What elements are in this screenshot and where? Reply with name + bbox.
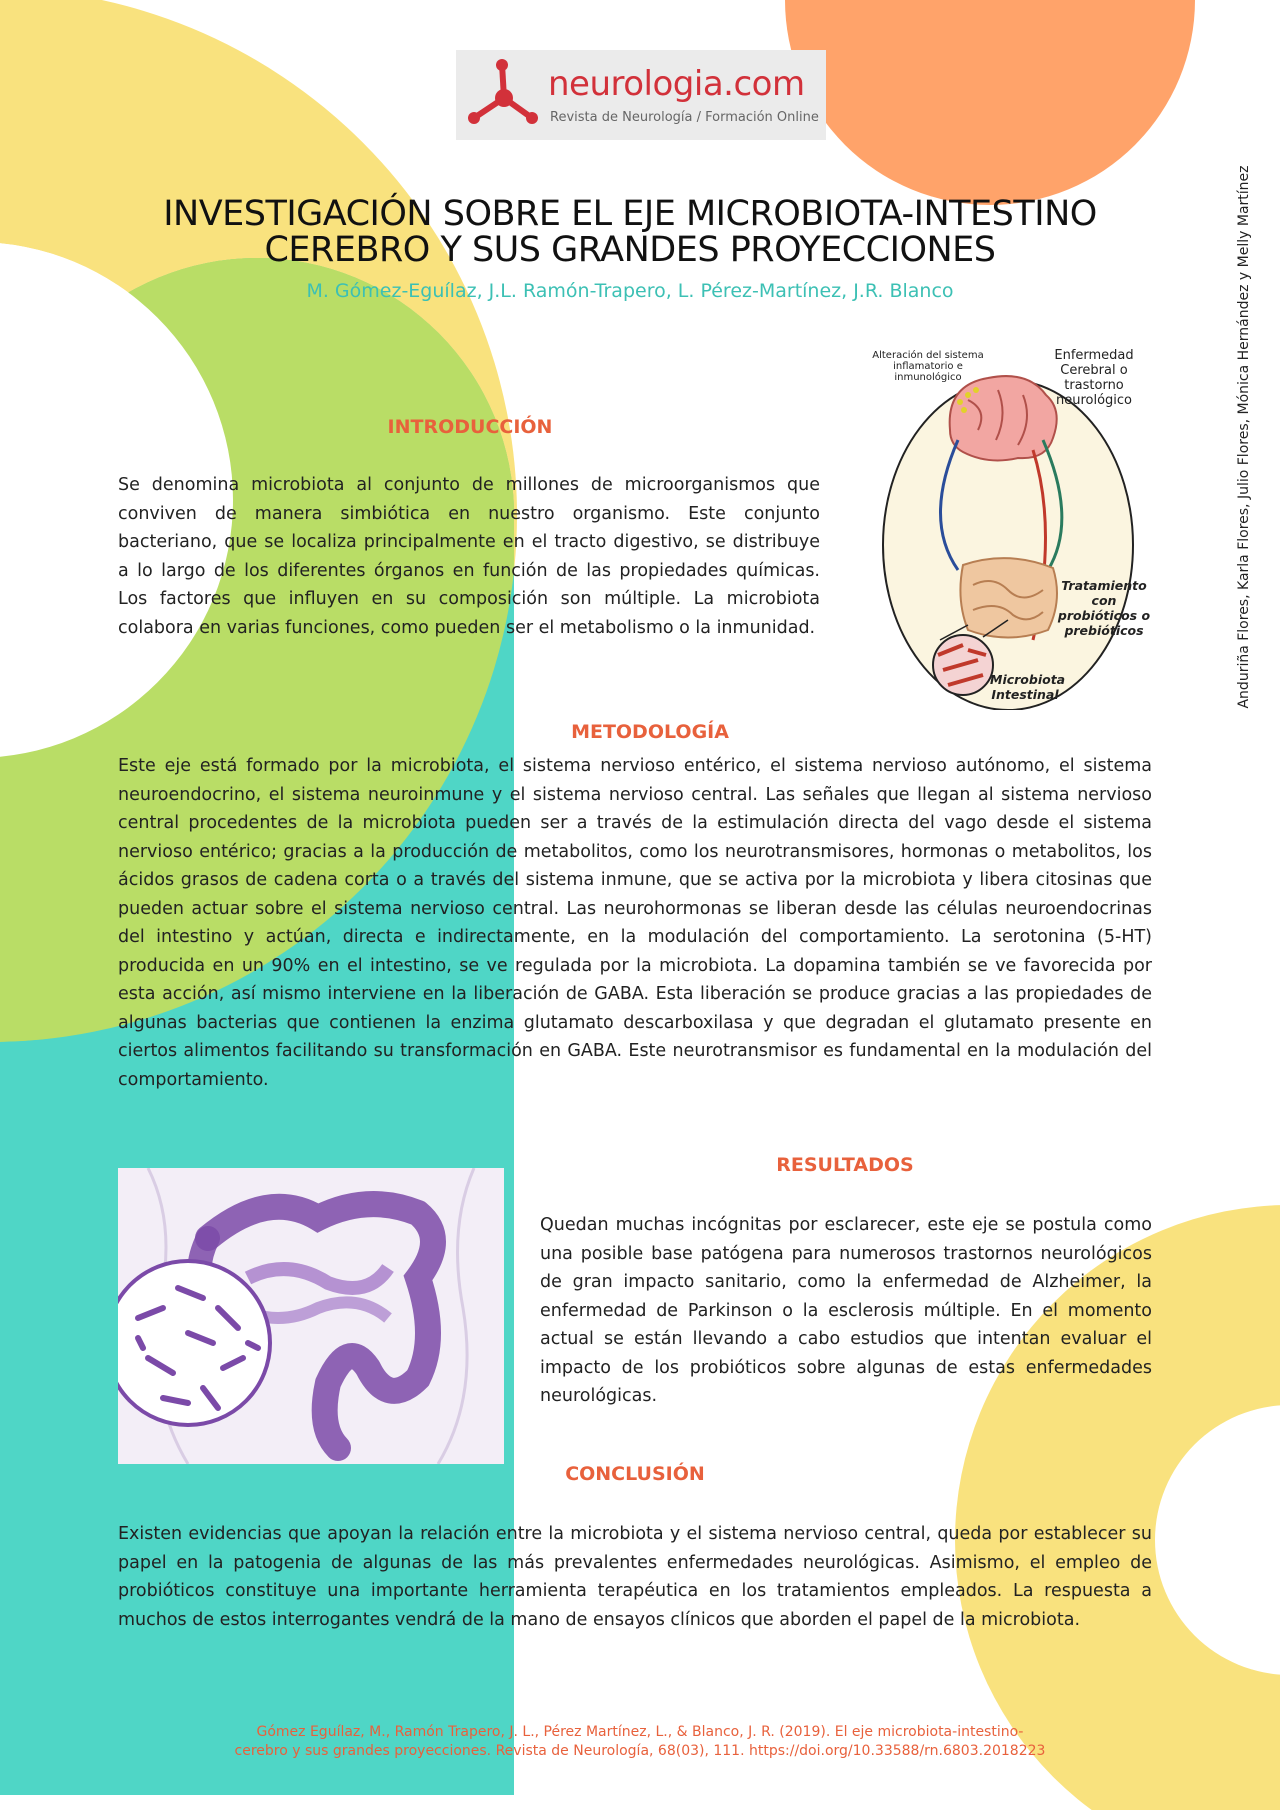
label-disease: Enfermedad Cerebral o trastorno neurológico [1054, 348, 1134, 408]
neuron-logo-icon [464, 56, 544, 136]
label-treatment: Tratamiento con probióticos o prebióticos [1057, 578, 1151, 638]
heading-introduccion: INTRODUCCIÓN [387, 416, 553, 438]
logo-name: neurologia.com [548, 64, 805, 104]
text-conclusion: Existen evidencias que apoyan la relación entre la microbiota y el sistema nervioso central, queda por establecer su papel en la patogenia de algunas de las más prevalentes enfermedades neurológicas. Asimismo, el empleo de probióticos constituye una importante herramienta terapéutica en los tratamientos empleados. La respuesta a muchos de estos interrogantes vendrá de la mano de ensayos clínicos que aborden el papel de la microbiota. [118, 1524, 1152, 1630]
label-microbiota: Microbiota Intestinal [990, 672, 1066, 702]
reference-line-1: Gómez Eguílaz, M., Ramón Trapero, J. L., Pérez Martínez, L., & Blanco, J. R. (2019). El eje microbiota-intestino- [256, 1724, 1024, 1740]
title-line-1: INVESTIGACIÓN SOBRE EL EJE MICROBIOTA-INTESTINO [163, 194, 1097, 234]
reference [150, 1723, 1130, 1761]
authors: M. Gómez-Eguílaz, J.L. Ramón-Trapero, L. Pérez-Martínez, J.R. Blanco [306, 280, 954, 302]
colon-image [118, 1168, 504, 1464]
reference-line-2: cerebro y sus grandes proyecciones. Revista de Neurología, 68(03), 111. https://doi.org/10.33588/rn.6803.2018223 [234, 1743, 1046, 1759]
label-inflammatory: Alteración del sistema inflamatorio e inmunológico [872, 350, 984, 383]
axis-figure [868, 340, 1168, 710]
heading-resultados: RESULTADOS [776, 1154, 914, 1176]
logo [456, 50, 826, 140]
heading-metodologia: METODOLOGÍA [571, 721, 729, 743]
text-introduccion: Se denomina microbiota al conjunto de millones de microorganismos que conviven de manera simbiótica en nuestro organismo. Este conjunto bacteriano, que se localiza principalmente en el tracto digestivo, se distribuye a lo largo de los diferentes órganos en función de las propiedades químicas. Los factores que influyen en su composición son múltiple. La microbiota colabora en varias funciones, como pueden ser el metabolismo o la inmunidad. [118, 475, 820, 638]
page-title [100, 196, 1160, 268]
colon-illustration [118, 1168, 504, 1464]
text-resultados: Quedan muchas incógnitas por esclarecer, este eje se postula como una posible base patógena para numerosos trastornos neurológicos de gran impacto sanitario, como la enfermedad de Alzheimer, la enfermedad de Parkinson o la esclerosis múltiple. En el momento actual se están llevando a cabo estudios que intentan evaluar el impacto de los probióticos sobre algunas de estas enfermedades neurológicas. [540, 1215, 1152, 1406]
text-metodologia: Este eje está formado por la microbiota, el sistema nervioso entérico, el sistema nervioso autónomo, el sistema neuroendocrino, el sistema neuroinmune y el sistema nervioso central. Las señales que llegan al sistema nervioso central procedentes de la microbiota pueden ser a través de la estimulación directa del vago desde el sistema nervioso entérico; gracias a la producción de metabolitos, como los neurotransmisores, hormonas o metabolitos, los ácidos grasos de cadena corta o a través del sistema inmune, que se activa por la microbiota y libera citosinas que pueden actuar sobre el sistema nervioso central. Las neurohormonas se liberan desde las células neuroendocrinas del intestino y actúan, directa e indirectamente, en la modulación del comportamiento. La serotonina (5-HT) producida en un 90% en el intestino, se ve regulada por la microbiota. La dopamina también se ve favorecida por esta acción, así mismo interviene en la liberación de GABA. Esta liberación se produce gracias a las propiedades de algunas bacterias que contienen la enzima glutamato descarboxilasa y que degradan el glutamato presente en ciertos alimentos facilitando su transformación en GABA. Este neurotransmisor es fundamental en la modulación del comportamiento. [118, 756, 1152, 1090]
logo-tagline: Revista de Neurología / Formación Online [550, 110, 819, 125]
title-line-2: CEREBRO Y SUS GRANDES PROYECCIONES [264, 230, 996, 270]
side-credit: Anduriña Flores, Karla Flores, Julio Flores, Mónica Hernández y Melly Martínez [1236, 165, 1252, 709]
heading-conclusion: CONCLUSIÓN [565, 1463, 705, 1485]
